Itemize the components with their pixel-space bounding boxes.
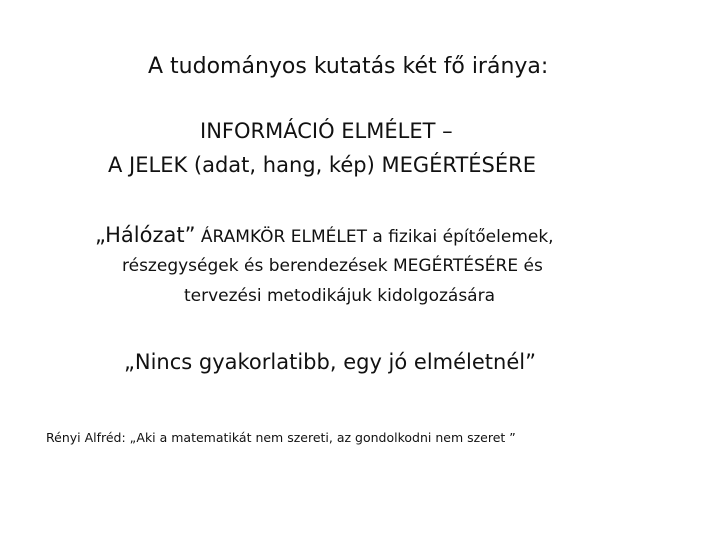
information-theory-heading: INFORMÁCIÓ ELMÉLET – (200, 119, 453, 143)
renyi-quote: Rényi Alfréd: „Aki a matematikát nem szereti, az gondolkodni nem szeret ” (46, 430, 516, 445)
motto-quote: „Nincs gyakorlatibb, egy jó elméletnél” (124, 350, 536, 374)
network-theory-line-3: tervezési metodikájuk kidolgozására (184, 286, 496, 306)
network-theory-label: „Hálózat” (95, 223, 196, 247)
network-theory-line-1 (95, 225, 554, 246)
network-theory-heading: ÁRAMKÖR ELMÉLET a fizikai építőelemek, (195, 227, 554, 247)
information-theory-description: A JELEK (adat, hang, kép) MEGÉRTÉSÉRE (108, 153, 537, 177)
slide-title: A tudományos kutatás két fő iránya: (148, 54, 549, 79)
network-theory-line-2: részegységek és berendezések MEGÉRTÉSÉRE és (122, 256, 543, 276)
